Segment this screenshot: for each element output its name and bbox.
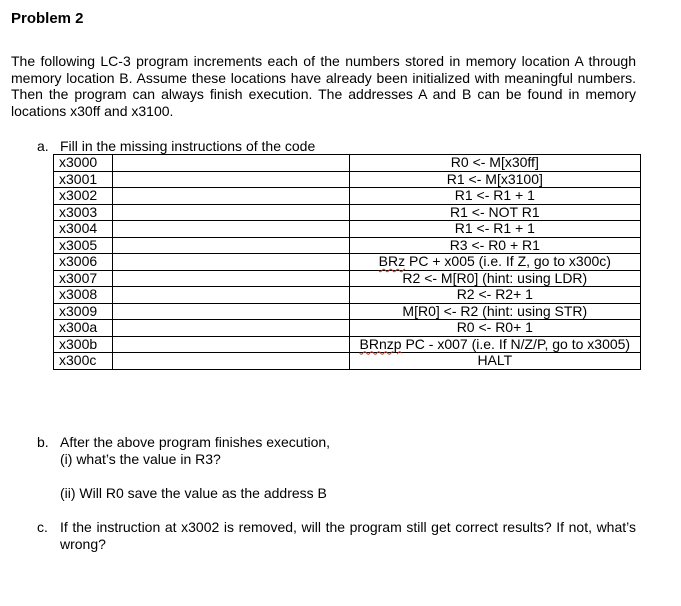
table-row (54, 353, 641, 370)
blank-cell (113, 320, 350, 337)
part-a-text: Fill in the missing instructions of the code (60, 138, 316, 154)
instruction-text: PC + x005 (i.e. If Z, go to x300c) (405, 253, 611, 269)
address-cell: x3007 (54, 270, 113, 287)
blank-cell (113, 287, 350, 304)
blank-cell (113, 171, 350, 188)
blank-cell (113, 155, 350, 172)
part-b-question-2: (ii) Will R0 save the value as the address B (60, 485, 327, 501)
table-row (54, 188, 641, 205)
table-row (54, 221, 641, 238)
table-row (54, 320, 641, 337)
address-cell: x3005 (54, 237, 113, 254)
table-row (54, 287, 641, 304)
table-row (54, 155, 641, 172)
table-row (54, 270, 641, 287)
code-table (53, 154, 641, 370)
spellcheck-word: BRz (378, 253, 406, 269)
table-row (54, 237, 641, 254)
instruction-cell: R1 <- NOT R1 (349, 204, 640, 221)
blank-cell (113, 270, 350, 287)
instruction-cell: R1 <- R1 + 1 (349, 221, 640, 238)
address-cell: x3003 (54, 204, 113, 221)
address-cell: x300a (54, 320, 113, 337)
part-c-text: If the instruction at x3002 is removed, will the program still get correct results? If not, what’s wrong? (60, 519, 636, 552)
part-b-marker: b. (37, 434, 49, 450)
instruction-cell: R1 <- R1 + 1 (349, 188, 640, 205)
address-cell: x3009 (54, 303, 113, 320)
part-b-body (60, 434, 330, 502)
instruction-cell: R3 <- R0 + R1 (349, 237, 640, 254)
part-a-heading (37, 138, 317, 154)
part-a-marker: a. (37, 138, 49, 154)
blank-cell (113, 303, 350, 320)
address-cell: x3006 (54, 254, 113, 271)
part-c (37, 519, 637, 552)
instruction-cell: HALT (349, 353, 640, 370)
blank-cell (113, 254, 350, 271)
part-b-question-1: (i) what’s the value in R3? (60, 450, 221, 467)
address-cell: x300b (54, 336, 113, 353)
blank-cell (113, 336, 350, 353)
instruction-cell: R0 <- M[x30ff] (349, 155, 640, 172)
spellcheck-word: BRnzp (359, 335, 402, 352)
address-cell: x300c (54, 353, 113, 370)
table-row (54, 254, 641, 271)
table-row (54, 336, 641, 353)
instruction-cell: R2 <- R2+ 1 (349, 287, 640, 304)
table-row (54, 303, 641, 320)
instruction-text: PC - x007 (i.e. If N/Z/P, go to x3005) (401, 335, 631, 352)
table-row (54, 171, 641, 188)
instruction-cell (349, 254, 640, 271)
address-cell: x3002 (54, 188, 113, 205)
address-cell: x3000 (54, 155, 113, 172)
blank-cell (113, 237, 350, 254)
blank-cell (113, 188, 350, 205)
address-cell: x3008 (54, 287, 113, 304)
part-b (37, 434, 330, 502)
instruction-cell (349, 336, 640, 353)
blank-cell (113, 353, 350, 370)
table-row (54, 204, 641, 221)
instruction-cell: R2 <- M[R0] (hint: using LDR) (349, 270, 640, 287)
instruction-cell: R1 <- M[x3100] (349, 171, 640, 188)
address-cell: x3001 (54, 171, 113, 188)
address-cell: x3004 (54, 221, 113, 238)
part-b-intro: After the above program finishes execution, (60, 434, 331, 450)
blank-cell (113, 204, 350, 221)
blank-cell (113, 221, 350, 238)
problem-title: Problem 2 (11, 10, 84, 27)
instruction-cell: M[R0] <- R2 (hint: using STR) (349, 303, 640, 320)
part-c-marker: c. (37, 519, 48, 535)
instruction-cell: R0 <- R0+ 1 (349, 320, 640, 337)
problem-intro: The following LC-3 program increments each of the numbers stored in memory location A through memory location B. Assume these locations have already been initialized with meaningful numbers. Then the program can always finish execution. The addresses A and B can be found in memory locations x30ff and x3100. (11, 53, 636, 119)
